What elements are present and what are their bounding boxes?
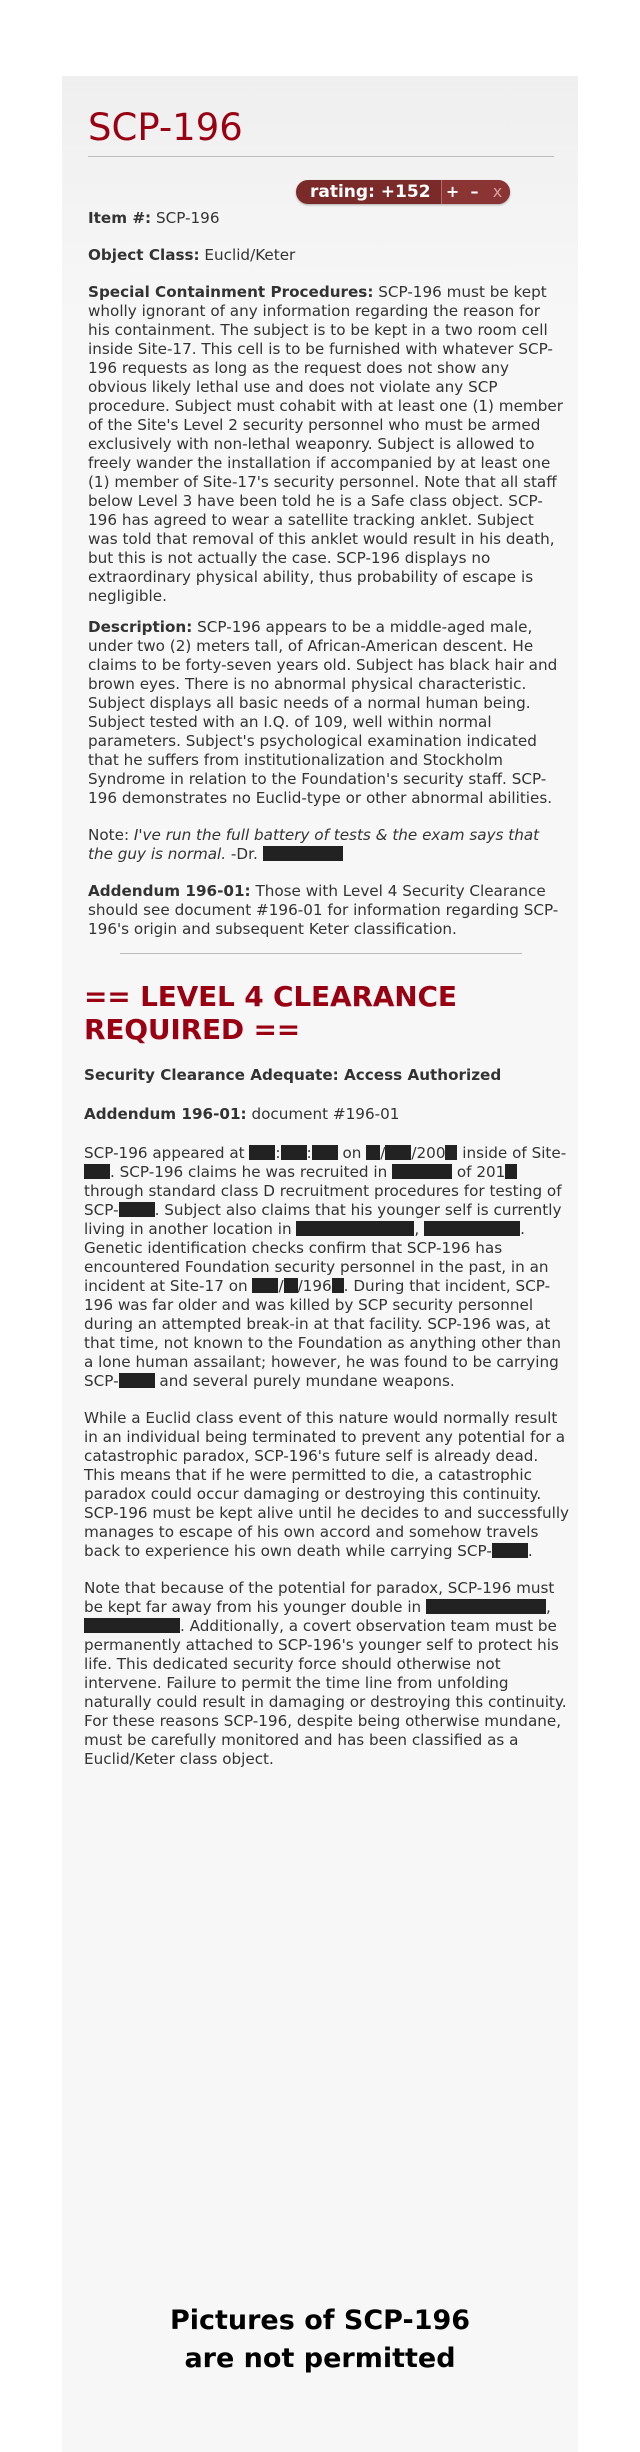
image-notice — [62, 2302, 578, 2378]
redaction-bar — [385, 1145, 411, 1160]
clearance-status: Security Clearance Adequate: Access Authorized — [84, 1066, 502, 1084]
text: . Genetic identification checks confirm that SCP-196 has encountered Foundation security personnel in the past, in an incident at Site-17 on — [84, 1220, 549, 1295]
redaction-bar — [424, 1221, 520, 1236]
text: /200 — [411, 1144, 446, 1162]
description-text: SCP-196 appears to be a middle-aged male, under two (2) meters tall, of African-American descent. He claims to be forty-seven years old. Subject has black hair and brown eyes. There is no abnormal physical characteristic. Subject displays all basic needs of a normal human being. Subject tested with an I.Q. of 109, well within normal parameters. Subject's psychological examination indicated that he suffers from institutionalization and Stockholm Syndrome in relation to the Foundation's security staff. SCP-196 demonstrates no Euclid-type or other abnormal abilities. — [88, 618, 558, 807]
redaction-bar — [332, 1278, 344, 1293]
object-class — [88, 246, 566, 265]
rating-label: rating: +152 — [310, 182, 431, 202]
note-quote: I've run the full battery of tests & the exam says that the guy is normal. — [88, 826, 540, 863]
addendum-document — [84, 1105, 566, 1124]
text: Note that because of the potential for paradox, SCP-196 must be kept far away from his younger double in — [84, 1579, 555, 1616]
containment-procedures — [88, 283, 566, 606]
description-label: Description: — [88, 618, 193, 636]
rate-up-button[interactable]: + — [441, 180, 464, 204]
text: . Additionally, a covert observation team must be permanently attached to SCP-196's younger self to protect his life. This dedicated security force should otherwise not intervene. Failure to permit the time line from unfolding naturally could result in damaging or destroying this continuity. For these reasons SCP-196, despite being otherwise mundane, must be carefully monitored and has been classified as a Euclid/Keter class object. — [84, 1617, 567, 1768]
redaction-bar — [119, 1373, 155, 1388]
rate-down-button[interactable]: – — [464, 180, 486, 204]
redaction-bar — [296, 1221, 414, 1236]
text: , — [414, 1220, 425, 1238]
redaction-bar — [445, 1145, 457, 1160]
text: through standard class D recruitment procedures for testing of SCP- — [84, 1182, 562, 1219]
text: , — [546, 1598, 551, 1616]
redaction-bar — [119, 1202, 155, 1217]
text: . — [527, 1542, 533, 1560]
text: : — [275, 1144, 281, 1162]
text: SCP-196 appeared at — [84, 1144, 250, 1162]
item-number — [88, 209, 566, 228]
text: of 201 — [452, 1163, 506, 1181]
image-notice-line-2: are not permitted — [184, 2343, 456, 2374]
level-4-heading: == LEVEL 4 CLEARANCE REQUIRED == — [84, 980, 457, 1046]
page-title: SCP-196 — [88, 106, 243, 149]
redaction-bar — [263, 846, 343, 861]
cancel-vote-button[interactable]: x — [486, 180, 510, 204]
text: on — [337, 1144, 367, 1162]
image-notice-line-1: Pictures of SCP-196 — [169, 2305, 471, 2336]
redaction-bar — [249, 1145, 275, 1160]
addendum1-label: Addendum 196-01: — [88, 882, 251, 900]
restricted-body — [84, 1144, 570, 1769]
redaction-bar — [281, 1145, 307, 1160]
text: . Subject also claims that his younger self is currently living in another location in — [84, 1201, 562, 1238]
redaction-bar — [284, 1278, 298, 1293]
addendum1-text: Those with Level 4 Security Clearance should see document #196-01 for information regarding SCP-196's origin and subsequent Keter classification. — [88, 882, 559, 938]
title-divider — [88, 156, 554, 157]
containment-label: Special Containment Procedures: — [88, 283, 374, 301]
redaction-bar — [392, 1164, 452, 1179]
text: / — [380, 1144, 386, 1162]
origin-paragraph — [84, 1144, 570, 1391]
doctor-note — [88, 826, 566, 864]
redaction-bar — [252, 1278, 278, 1293]
containment-text: SCP-196 must be kept wholly ignorant of any information regarding the reason for his containment. The subject is to be kept in a two room cell inside Site-17. This cell is to be furnished with whatever SCP-196 requests as long as the request does not show any obvious likely lethal use and does not violate any SCP procedure. Subject must cohabit with at least one (1) member of the Site's Level 2 security personnel who must be armed exclusively with non-lethal weaponry. Subject is allowed to freely wander the installation if accompanied by at least one (1) member of Site-17's security personnel. Note that all staff below Level 3 have been told he is a Safe class object. SCP-196 has agreed to wear a satellite tracking anklet. Subject was told that removal of this anklet would result in his death, but this is not actually the case. SCP-196 displays no extraordinary physical ability, thus probability of escape is negligible. — [88, 283, 563, 605]
redaction-bar — [84, 1164, 110, 1179]
page-content — [84, 100, 570, 1787]
text: : — [306, 1144, 312, 1162]
text: While a Euclid class event of this nature would normally result in an individual being terminated to prevent any potential for a catastrophic paradox, SCP-196's future self is already dead. This means that if he were permitted to die, a catastrophic paradox could occur damaging or destroying this continuity. SCP-196 must be kept alive until he decides to and successfully manages to escape of his own accord and somehow travels back to experience his own death while carrying SCP- — [84, 1409, 570, 1560]
redaction-bar — [505, 1164, 517, 1179]
object-class-label: Object Class: — [88, 246, 200, 264]
addendum-196-01 — [88, 882, 566, 939]
redaction-bar — [492, 1543, 528, 1558]
redaction-bar — [366, 1145, 380, 1160]
text: / — [278, 1277, 284, 1295]
item-label: Item #: — [88, 209, 152, 227]
text: . During that incident, SCP-196 was far older and was killed by SCP security personnel during an attempted break-in at that facility. SCP-196 was, at that time, not known to the Foundation as anything other than a lone human assailant; however, he was found to be carrying SCP- — [84, 1277, 562, 1390]
redaction-bar — [312, 1145, 338, 1160]
redaction-bar — [426, 1599, 546, 1614]
text: inside of Site- — [457, 1144, 567, 1162]
item-value: SCP-196 — [151, 209, 220, 227]
note-prefix: Note: — [88, 826, 134, 844]
note-sign: -Dr. — [226, 845, 263, 863]
text: and several purely mundane weapons. — [154, 1372, 455, 1390]
description — [88, 618, 566, 808]
redaction-bar — [84, 1618, 180, 1633]
text: /196 — [297, 1277, 332, 1295]
object-class-value: Euclid/Keter — [199, 246, 296, 264]
addendum2-label: Addendum 196-01: — [84, 1105, 247, 1123]
addendum2-value: document #196-01 — [246, 1105, 400, 1123]
text: . SCP-196 claims he was recruited in — [110, 1163, 393, 1181]
separation-paragraph — [84, 1579, 570, 1769]
paradox-paragraph — [84, 1409, 570, 1561]
section-divider — [120, 953, 522, 954]
